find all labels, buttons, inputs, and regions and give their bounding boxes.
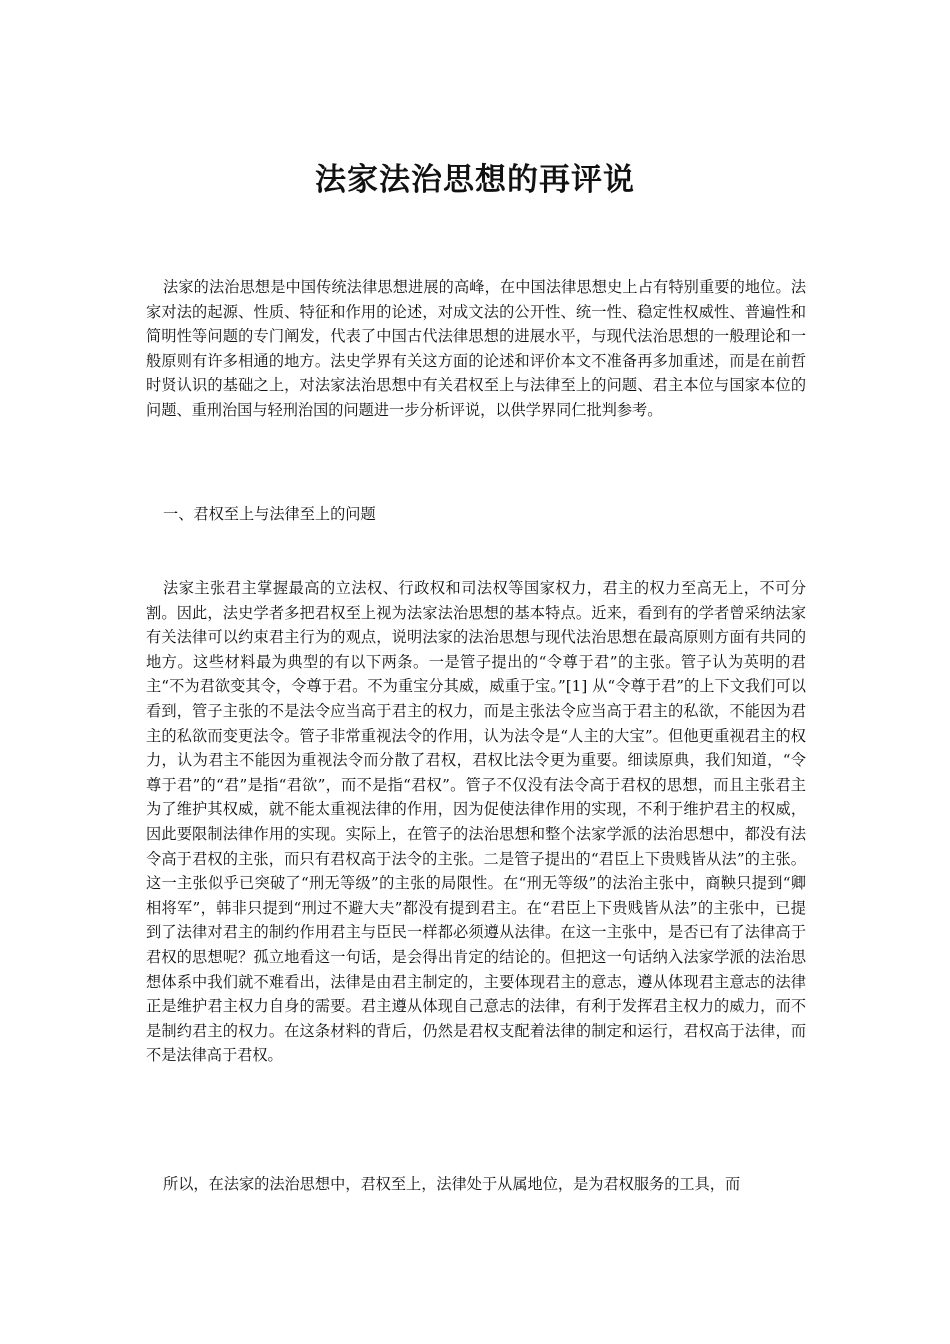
document-title: 法家法治思想的再评说 bbox=[315, 162, 635, 198]
body-paragraph-continued: 所以，在法家的法治思想中，君权至上，法律处于从属地位，是为君权服务的工具，而 bbox=[163, 1175, 741, 1193]
section-heading: 一、君权至上与法律至上的问题 bbox=[163, 505, 376, 523]
intro-paragraph: 法家的法治思想是中国传统法律思想进展的高峰，在中国法律思想史上占有特别重要的地位。法家对法的起源、性质、特征和作用的论述，对成文法的公开性、统一性、稳定性权威性、普遍性和简明性等问题的专门阐发，代表了中国古代法律思想的进展水平，与现代法治思想的一般理论和一般原则有许多相通的地方。法史学界有关这方面的论述和评价本文不准备再多加重述，而是在前哲时贤认识的基础之上，对法家法治思想中有关君权至上与法律至上的问题、君主本位与国家本位的问题、重刑治国与轻刑治国的问题进一步分析评说，以供学界同仁批判参考。 bbox=[146, 278, 806, 419]
body-paragraph: 法家主张君主掌握最高的立法权、行政权和司法权等国家权力，君主的权力至高无上，不可分割。因此，法史学者多把君权至上视为法家法治思想的基本特点。近来，看到有的学者曾采纳法家有关法律可以约束君主行为的观点，说明法家的法治思想与现代法治思想在最高原则方面有共同的地方。这些材料最为典型的有以下两条。一是管子提出的“令尊于君”的主张。管子认为英明的君主“不为君欲变其令，令尊于君。不为重宝分其威，威重于宝。”[1] 从“令尊于君”的上下文我们可以看到，管子主张的不是法令应当高于君主的权力，而是主张法令应当高于君主的私欲，不能因为君主的私欲而变更法令。管子非常重视法令的作用，认为法令是“人主的大宝”。但他更重视君主的权力，认为君主不能因为重视法令而分散了君权，君权比法令更为重要。细读原典，我们知道，“令尊于君”的“君”是指“君欲”，而不是指“君权”。管子不仅没有法令高于君权的思想，而且主张君主为了维护其权威，就不能太重视法律的作用，因为促使法律作用的实现，不利于维护君主的权威，因此要限制法律作用的实现。实际上，在管子的法治思想和整个法家学派的法治思想中，都没有法令高于君权的主张，而只有君权高于法令的主张。二是管子提出的“君臣上下贵贱皆从法”的主张。这一主张似乎已突破了“刑无等级”的主张的局限性。在“刑无等级”的法治主张中，商鞅只提到“卿相将军”，韩非只提到“刑过不避大夫”都没有提到君主。在“君臣上下贵贱皆从法”的主张中，已提到了法律对君主的制约作用君主与臣民一样都必须遵从法律。在这一主张中，是否已有了法律高于君权的思想呢？孤立地看这一句话，是会得出肯定的结论的。但把这一句话纳入法家学派的法治思想体系中我们就不难看出，法律是由君主制定的，主要体现君主的意志，遵从体现君主意志的法律正是维护君主权力自身的需要。君主遵从体现自己意志的法律，有利于发挥君主权力的威力，而不是制约君主的权力。在这条材料的背后，仍然是君权支配着法律的制定和运行，君权高于法律，而不是法律高于君权。 bbox=[146, 579, 806, 1065]
